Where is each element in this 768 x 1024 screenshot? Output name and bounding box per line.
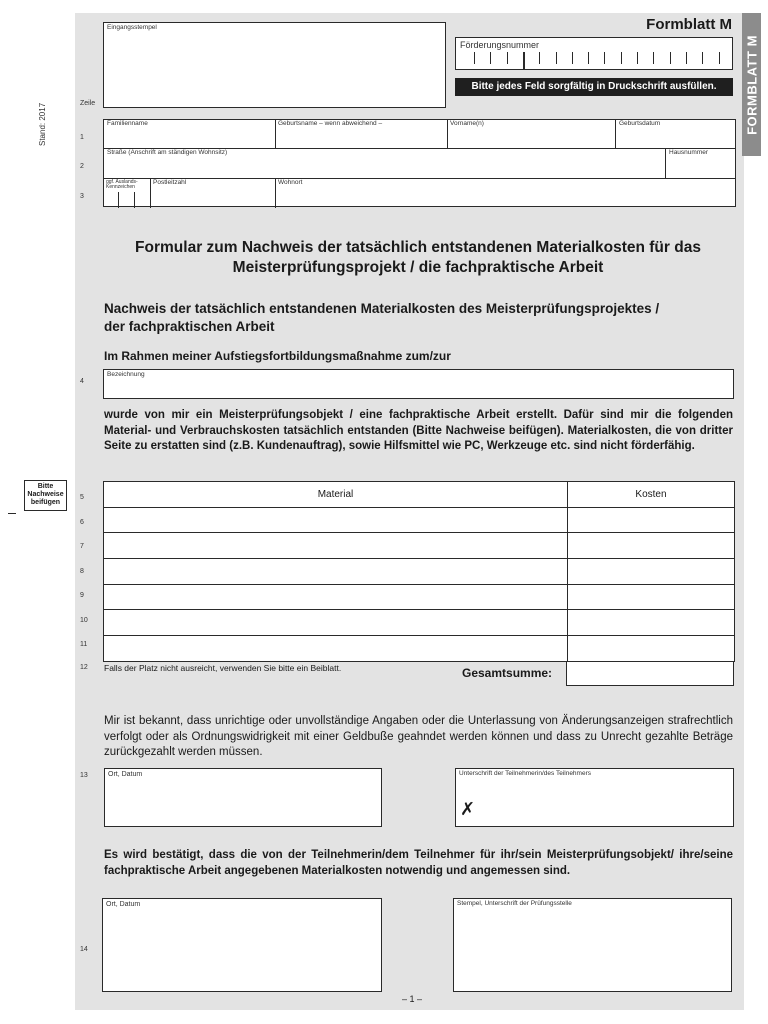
- signature-cross-icon: ✗: [460, 799, 476, 820]
- table-row: [104, 559, 735, 585]
- kosten-cell[interactable]: [568, 559, 735, 585]
- digit-tick: [523, 52, 525, 69]
- row-number: 13: [80, 772, 88, 779]
- table-row: [104, 610, 735, 636]
- digit-tick: [490, 52, 491, 64]
- hint-line: beifügen: [30, 499, 61, 506]
- row-number: 1: [80, 134, 84, 141]
- digit-tick: [670, 52, 671, 64]
- eingangsstempel-label: Eingangsstempel: [107, 24, 157, 31]
- notice-bar: Bitte jedes Feld sorgfältig in Druckschrift ausfüllen.: [455, 78, 733, 96]
- row-number: 5: [80, 494, 84, 501]
- kosten-cell[interactable]: [568, 610, 735, 636]
- digit-tick: [539, 52, 540, 64]
- kosten-column-header: Kosten: [568, 482, 735, 508]
- row-number: 4: [80, 378, 84, 385]
- material-cell[interactable]: [104, 533, 568, 559]
- digit-tick: [588, 52, 589, 64]
- beiblatt-note: Falls der Platz nicht ausreicht, verwenden Sie bitte ein Beiblatt.: [104, 663, 342, 673]
- row-number: 8: [80, 567, 84, 575]
- stempel-label: Stempel, Unterschrift der Prüfungsstelle: [457, 900, 572, 907]
- confirmation-text: Es wird bestätigt, dass die von der Teilnehmerin/dem Teilnehmer für ihr/sein Meisterprüfungsobjekt/ ihre/seine fachpraktische Arbeit angegebenen Materialkosten notwendig und angemessen sind.: [104, 849, 733, 877]
- zeile-label: Zeile: [80, 100, 96, 107]
- geburtsdatum-field[interactable]: [616, 129, 735, 147]
- strasse-field[interactable]: [105, 158, 664, 177]
- side-tab-label: FORMBLATT M: [744, 34, 759, 135]
- auslands-label-1: ggf. Auslands-: [106, 179, 138, 185]
- sub-title-line2: der fachpraktischen Arbeit: [104, 319, 275, 334]
- postleitzahl-field[interactable]: [151, 188, 274, 207]
- familienname-field[interactable]: [105, 129, 274, 147]
- auslands-label-2: Kennzeichen: [106, 184, 135, 190]
- statement-text: wurde von mir ein Meisterprüfungsobjekt / eine fachpraktische Arbeit erstellt. Dafür sind mir die folgenden Material- und Verbrauchskosten tatsächlich entstanden (Bitte Nachweise beifügen). Materialkosten, die von dritter Seite zu erstatten sind (z.B. Kundenauftrag), sowie Hilfsmittel wie PC, Werkzeuge etc. sind nicht förderfähig.: [104, 409, 733, 452]
- stelle-ort-datum-label: Ort, Datum: [106, 901, 141, 908]
- table-row: [104, 584, 735, 610]
- wohnort-label: Wohnort: [278, 179, 303, 186]
- material-cell[interactable]: [104, 559, 568, 585]
- bezeichnung-label: Bezeichnung: [107, 371, 145, 378]
- geburtsname-field[interactable]: [276, 129, 446, 147]
- material-cell[interactable]: [104, 507, 568, 533]
- digit-tick: [637, 52, 638, 64]
- material-cell[interactable]: [104, 610, 568, 636]
- stelle-ort-datum-field[interactable]: [102, 898, 382, 992]
- familienname-label: Familienname: [107, 120, 148, 127]
- personal-data-grid: [103, 119, 736, 207]
- kosten-cell[interactable]: [568, 507, 735, 533]
- kosten-cell[interactable]: [568, 533, 735, 559]
- hint-line: Nachweise: [27, 491, 64, 498]
- table-header-row: [104, 482, 735, 508]
- unterschrift-label: Unterschrift der Teilnehmerin/des Teilnehmers: [459, 770, 591, 777]
- digit-tick: [653, 52, 654, 64]
- auslands-kennzeichen-field[interactable]: [105, 192, 149, 207]
- row-number: 7: [80, 543, 84, 550]
- strasse-label: Straße (Anschrift am ständigen Wohnsitz): [107, 149, 228, 156]
- vorname-field[interactable]: [448, 129, 614, 147]
- postleitzahl-label: Postleitzahl: [153, 179, 187, 186]
- stempel-field[interactable]: [453, 898, 732, 992]
- material-table: [103, 481, 735, 662]
- digit-tick: [572, 52, 573, 64]
- digit-tick: [686, 52, 687, 64]
- bezeichnung-field[interactable]: [103, 369, 734, 399]
- row-number: 6: [80, 518, 84, 526]
- material-cell[interactable]: [104, 584, 568, 610]
- row-number: 9: [80, 592, 84, 599]
- formblatt-title: Formblatt M: [646, 16, 732, 33]
- digit-tick: [604, 52, 605, 64]
- geburtsdatum-label: Geburtsdatum: [619, 120, 661, 127]
- foerderungsnummer-field[interactable]: [455, 37, 733, 70]
- eingangsstempel-box: [103, 22, 446, 108]
- kosten-cell[interactable]: [568, 584, 735, 610]
- table-row: [104, 507, 735, 533]
- gesamtsumme-label: Gesamtsumme:: [462, 666, 553, 680]
- hint-dash: [8, 513, 16, 514]
- geburtsname-label: Geburtsname – wenn abweichend –: [278, 120, 383, 127]
- row-number: 3: [80, 193, 84, 200]
- digit-tick: [719, 52, 720, 64]
- digit-tick: [702, 52, 703, 64]
- vorname-label: Vorname(n): [450, 120, 484, 127]
- stand-label: Stand: 2017: [38, 102, 47, 146]
- ort-datum-field[interactable]: [104, 768, 382, 827]
- wohnort-field[interactable]: [276, 188, 735, 207]
- rahmen-label: Im Rahmen meiner Aufstiegsfortbildungsmaßnahme zum/zur: [104, 349, 451, 363]
- unterschrift-field[interactable]: [455, 768, 734, 827]
- main-title-line2: Meisterprüfungsprojekt / die fachpraktische Arbeit: [232, 259, 604, 276]
- foerderungsnummer-label: Förderungsnummer: [460, 40, 540, 50]
- digit-tick: [556, 52, 557, 64]
- row-number: 14: [80, 946, 88, 953]
- digit-tick: [507, 52, 508, 64]
- hausnummer-label: Hausnummer: [669, 149, 709, 156]
- material-cell[interactable]: [104, 636, 568, 662]
- digit-tick: [474, 52, 475, 64]
- formblatt-side-tab: [742, 13, 761, 156]
- page-number: – 1 –: [402, 994, 423, 1004]
- ort-datum-label: Ort, Datum: [108, 771, 143, 778]
- hint-line: Bitte: [37, 483, 54, 490]
- kosten-cell[interactable]: [568, 636, 735, 662]
- row-number: 12: [80, 664, 88, 671]
- nachweise-hint: [24, 480, 67, 511]
- hausnummer-field[interactable]: [666, 158, 735, 177]
- sub-title-line1: Nachweis der tatsächlich entstandenen Materialkosten des Meisterprüfungsprojektes /: [104, 301, 660, 316]
- declaration-text: Mir ist bekannt, dass unrichtige oder unvollständige Angaben oder die Unterlassung von Änderungsanzeigen strafrechtlich verfolgt oder als Ordnungswidrigkeit mit einer Geldbuße geahndet werden können und dass zu Unrecht gezahlte Beträge zurückgezahlt werden müssen.: [104, 715, 733, 758]
- digit-tick: [621, 52, 622, 64]
- table-row: [104, 533, 735, 559]
- gesamtsumme-field[interactable]: [566, 661, 734, 686]
- row-number: 10: [80, 616, 88, 624]
- table-row: [104, 636, 735, 662]
- main-title-line1: Formular zum Nachweis der tatsächlich entstandenen Materialkosten für das: [135, 239, 701, 256]
- row-number: 2: [80, 163, 84, 170]
- row-number: 11: [80, 641, 88, 648]
- material-column-header: Material: [104, 482, 568, 508]
